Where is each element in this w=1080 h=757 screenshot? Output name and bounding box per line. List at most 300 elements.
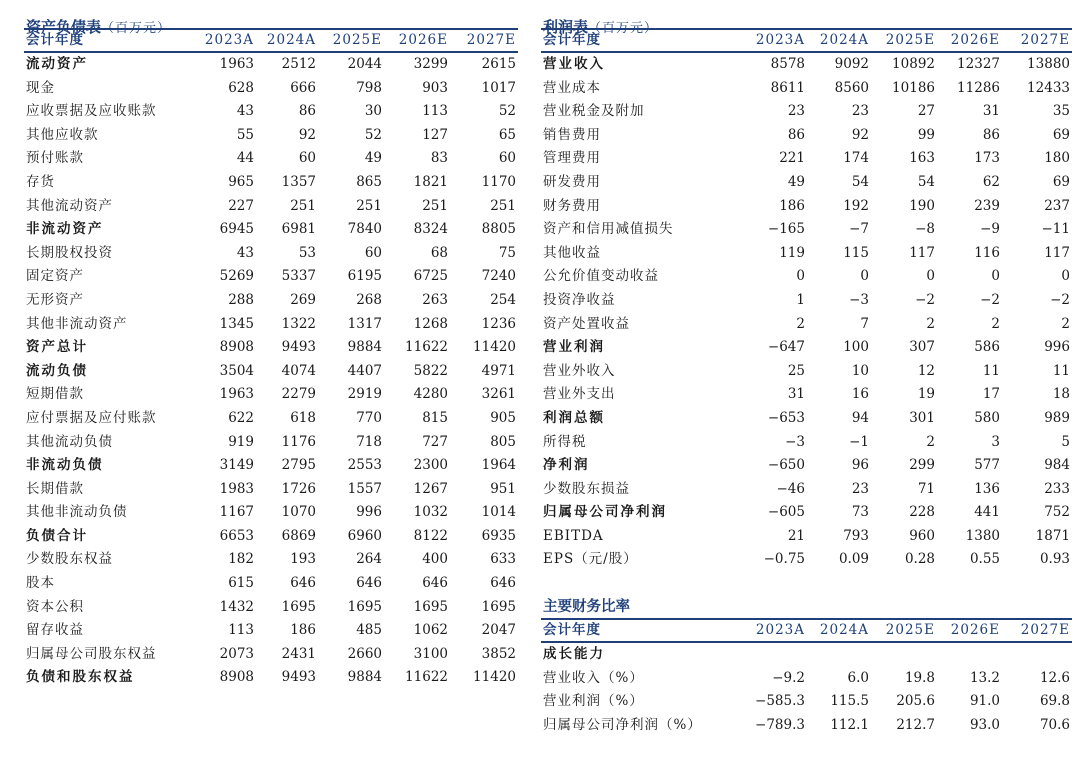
income-cell: 11: [1052, 362, 1070, 379]
income-row: [541, 431, 1072, 455]
income-row: [541, 171, 1072, 195]
balance-row-label: 负债和股东权益: [26, 669, 135, 686]
balance-cell: 75: [498, 244, 516, 261]
income-cell: 16: [851, 386, 869, 403]
income-cell: 0.28: [904, 551, 935, 568]
ratios-cell: [1002, 642, 1072, 667]
income-row: [541, 147, 1072, 171]
balance-cell: 11622: [405, 339, 448, 356]
income-cell: 69: [1052, 173, 1070, 190]
balance-cell: 1236: [481, 315, 516, 332]
income-cell: −46: [776, 480, 805, 497]
balance-cell: 1170: [481, 173, 516, 190]
income-cell: −2: [980, 291, 1000, 308]
balance-cell: 1357: [281, 173, 316, 190]
income-cell: −11: [1041, 221, 1070, 238]
balance-cell: 113: [228, 622, 254, 639]
ratios-cell: 91.0: [969, 693, 1000, 710]
income-row-label: EBITDA: [543, 527, 604, 544]
income-cell: −2: [915, 291, 935, 308]
income-cell: 441: [974, 504, 1000, 521]
ratios-cell: −789.3: [755, 716, 805, 733]
balance-cell: 3852: [481, 645, 516, 662]
balance-cell: 1062: [413, 622, 448, 639]
balance-cell: 86: [298, 103, 316, 120]
ratios-header-year: 2023A: [741, 620, 807, 642]
ratios-row: [541, 714, 1072, 738]
income-row: [541, 100, 1072, 124]
balance-cell: 1176: [281, 433, 316, 450]
balance-cell: 5337: [281, 268, 316, 285]
income-row-label: 营业成本: [543, 79, 601, 96]
income-cell: 228: [909, 504, 935, 521]
income-row: [541, 242, 1072, 266]
balance-row-label: 固定资产: [26, 268, 84, 285]
balance-cell: 1963: [219, 56, 254, 72]
balance-row: [24, 431, 518, 455]
balance-cell: 919: [228, 433, 254, 450]
balance-row-label: 股本: [26, 575, 55, 592]
balance-row-label: 非流动负债: [26, 457, 104, 474]
income-cell: 23: [851, 480, 869, 497]
income-cell: 239: [974, 197, 1000, 214]
balance-cell: 8908: [219, 669, 254, 686]
income-cell: 11286: [957, 79, 1000, 96]
balance-cell: 2279: [281, 386, 316, 403]
balance-cell: 251: [356, 197, 382, 214]
ratios-cell: 115.5: [830, 693, 869, 710]
balance-cell: 905: [490, 409, 516, 426]
balance-cell: 6653: [219, 527, 254, 544]
income-cell: 23: [787, 103, 805, 120]
income-cell: 586: [974, 339, 1000, 356]
income-cell: 1871: [1035, 527, 1070, 544]
balance-cell: 646: [490, 575, 516, 592]
income-header-year: 2027E: [1002, 30, 1072, 52]
balance-cell: 1014: [481, 504, 516, 521]
income-cell: 12: [917, 362, 935, 379]
ratios-header-label: 会计年度: [541, 620, 741, 642]
ratios-cell: 19.8: [904, 669, 935, 686]
balance-cell: 2073: [219, 645, 254, 662]
income-row: [541, 218, 1072, 242]
balance-cell: 9884: [347, 669, 382, 686]
balance-cell: 11420: [473, 669, 516, 686]
balance-cell: 4280: [413, 386, 448, 403]
balance-cell: 254: [490, 291, 516, 308]
balance-cell: 1322: [281, 315, 316, 332]
balance-cell: 83: [430, 150, 448, 167]
balance-cell: 263: [422, 291, 448, 308]
income-header-label: 会计年度: [541, 30, 741, 52]
balance-cell: 1070: [281, 504, 316, 521]
ratios-cell: 205.6: [896, 693, 935, 710]
ratios-title: 主要财务比率: [543, 598, 630, 616]
balance-cell: 5822: [413, 362, 448, 379]
income-cell: 119: [779, 244, 805, 261]
balance-row: [24, 218, 518, 242]
balance-row: [24, 124, 518, 148]
balance-cell: 288: [228, 291, 254, 308]
income-cell: 8578: [770, 56, 805, 72]
income-cell: 0: [991, 268, 1000, 285]
income-cell: 2: [796, 315, 805, 332]
balance-cell: 1964: [481, 457, 516, 474]
balance-sheet-panel: [24, 0, 518, 690]
income-cell: 186: [779, 197, 805, 214]
balance-cell: 965: [228, 173, 254, 190]
income-cell: −0.75: [763, 551, 805, 568]
ratios-row: [541, 667, 1072, 691]
income-cell: 577: [974, 457, 1000, 474]
income-cell: 173: [974, 150, 1000, 167]
income-row-label: 其他收益: [543, 244, 601, 261]
income-cell: 5: [1061, 433, 1070, 450]
balance-header-year: 2027E: [450, 30, 518, 52]
balance-cell: 127: [422, 126, 448, 143]
balance-cell: 251: [290, 197, 316, 214]
balance-cell: 4407: [347, 362, 382, 379]
balance-row: [24, 643, 518, 667]
ratios-row: [541, 642, 1072, 667]
balance-row: [24, 383, 518, 407]
balance-cell: 9493: [281, 339, 316, 356]
balance-cell: 8324: [413, 221, 448, 238]
balance-cell: 646: [422, 575, 448, 592]
income-cell: 117: [1044, 244, 1070, 261]
balance-cell: 618: [290, 409, 316, 426]
income-cell: 299: [909, 457, 935, 474]
balance-row: [24, 289, 518, 313]
income-cell: −650: [767, 457, 805, 474]
income-cell: 17: [982, 386, 1000, 403]
income-cell: 8611: [770, 79, 805, 96]
ratios-table: [541, 620, 1072, 737]
balance-cell: 251: [422, 197, 448, 214]
income-row: [541, 407, 1072, 431]
income-cell: 9092: [834, 56, 869, 72]
income-cell: 7: [860, 315, 869, 332]
income-cell: 99: [917, 126, 935, 143]
balance-cell: 2047: [481, 622, 516, 639]
balance-cell: 1032: [413, 504, 448, 521]
balance-row: [24, 242, 518, 266]
income-cell: −647: [767, 339, 805, 356]
income-row-label: 营业利润: [543, 339, 605, 356]
balance-cell: 182: [228, 551, 254, 568]
income-cell: 100: [843, 339, 869, 356]
income-cell: 192: [843, 197, 869, 214]
balance-cell: 3149: [219, 457, 254, 474]
balance-cell: 1695: [347, 598, 382, 615]
balance-cell: 6869: [281, 527, 316, 544]
balance-row-label: 无形资产: [26, 291, 84, 308]
balance-cell: 52: [498, 103, 516, 120]
balance-cell: 65: [498, 126, 516, 143]
income-header-year: 2026E: [937, 30, 1002, 52]
ratios-cell: 13.2: [969, 669, 1000, 686]
income-cell: −3: [785, 433, 805, 450]
balance-cell: 6935: [481, 527, 516, 544]
balance-cell: 43: [236, 244, 254, 261]
income-cell: 0.09: [838, 551, 869, 568]
balance-cell: 264: [356, 551, 382, 568]
balance-cell: 60: [364, 244, 382, 261]
balance-cell: 60: [298, 150, 316, 167]
balance-cell: 268: [356, 291, 382, 308]
balance-cell: 6945: [219, 221, 254, 238]
balance-cell: 815: [422, 409, 448, 426]
balance-row-label: 其他流动负债: [26, 433, 113, 450]
income-cell: 69: [1052, 126, 1070, 143]
balance-cell: 11420: [473, 339, 516, 356]
income-row: [541, 548, 1072, 572]
balance-sheet-title: 资产负债表: [26, 18, 102, 36]
balance-cell: 2660: [347, 645, 382, 662]
balance-row-label: 应收票据及应收账款: [26, 103, 157, 120]
balance-row: [24, 313, 518, 337]
income-cell: 10: [851, 362, 869, 379]
balance-cell: 798: [356, 79, 382, 96]
balance-cell: 68: [430, 244, 448, 261]
balance-cell: 628: [228, 79, 254, 96]
income-cell: 960: [909, 527, 935, 544]
balance-cell: 60: [498, 150, 516, 167]
income-cell: 10892: [892, 56, 935, 72]
balance-cell: 5269: [219, 268, 254, 285]
balance-row-label: 少数股东权益: [26, 551, 113, 568]
balance-cell: 269: [290, 291, 316, 308]
income-row-label: 所得税: [543, 433, 587, 450]
balance-cell: 251: [490, 197, 516, 214]
balance-row-label: 现金: [26, 79, 55, 96]
balance-cell: 718: [356, 433, 382, 450]
balance-cell: 43: [236, 103, 254, 120]
income-cell: 2: [926, 315, 935, 332]
balance-cell: 615: [228, 575, 254, 592]
income-cell: 793: [843, 527, 869, 544]
ratios-cell: −9.2: [772, 669, 805, 686]
balance-row: [24, 596, 518, 620]
income-cell: 301: [909, 409, 935, 426]
balance-cell: 1017: [481, 79, 516, 96]
income-row: [541, 336, 1072, 360]
balance-row-label: 其他应收款: [26, 126, 99, 143]
income-row: [541, 77, 1072, 101]
balance-cell: 3299: [413, 56, 448, 72]
income-title: 利润表: [543, 18, 589, 36]
income-cell: 31: [787, 386, 805, 403]
balance-cell: 1267: [413, 480, 448, 497]
balance-cell: 485: [356, 622, 382, 639]
balance-cell: 3504: [219, 362, 254, 379]
income-header-year: 2024A: [807, 30, 871, 52]
balance-row: [24, 77, 518, 101]
balance-cell: 8122: [413, 527, 448, 544]
balance-cell: 6725: [413, 268, 448, 285]
balance-cell: 53: [298, 244, 316, 261]
ratios-row-label: 营业收入（%）: [543, 669, 644, 686]
balance-cell: 633: [490, 551, 516, 568]
balance-cell: 1432: [219, 598, 254, 615]
income-cell: 233: [1044, 480, 1070, 497]
balance-cell: 7240: [481, 268, 516, 285]
balance-cell: 113: [422, 103, 448, 120]
balance-cell: 7840: [347, 221, 382, 238]
income-row-label: 归属母公司净利润: [543, 504, 667, 521]
balance-cell: 2431: [281, 645, 316, 662]
income-row: [541, 195, 1072, 219]
balance-cell: 9493: [281, 669, 316, 686]
income-cell: 92: [851, 126, 869, 143]
income-row-label: 资产和信用减值损失: [543, 221, 674, 238]
income-cell: 984: [1044, 457, 1070, 474]
income-cell: 71: [917, 480, 935, 497]
balance-sheet-unit: （百万元）: [101, 21, 172, 36]
income-cell: −9: [980, 221, 1000, 238]
ratios-cell: 93.0: [969, 716, 1000, 733]
ratios-cell: [741, 642, 807, 667]
income-row: [541, 289, 1072, 313]
balance-cell: 622: [228, 409, 254, 426]
income-row-label: 资产处置收益: [543, 315, 630, 332]
income-row: [541, 525, 1072, 549]
ratios-cell: 70.6: [1039, 716, 1070, 733]
balance-row: [24, 525, 518, 549]
balance-row: [24, 265, 518, 289]
income-row-label: 财务费用: [543, 197, 601, 214]
balance-row-label: 负债合计: [26, 527, 88, 544]
income-cell: 0: [860, 268, 869, 285]
income-cell: 2: [926, 433, 935, 450]
balance-cell: 1268: [413, 315, 448, 332]
balance-row-label: 流动资产: [26, 56, 88, 72]
income-cell: 0: [926, 268, 935, 285]
income-cell: 180: [1044, 150, 1070, 167]
balance-cell: 865: [356, 173, 382, 190]
balance-cell: 770: [356, 409, 382, 426]
income-cell: −2: [1050, 291, 1070, 308]
balance-cell: 44: [236, 150, 254, 167]
ratios-title-bar: [541, 596, 1072, 620]
balance-row-label: 其他流动资产: [26, 197, 113, 214]
income-row-label: EPS（元/股）: [543, 551, 638, 568]
income-cell: 0: [796, 268, 805, 285]
income-row-label: 营业外收入: [543, 362, 616, 379]
balance-cell: 2615: [481, 56, 516, 72]
income-row-label: 公允价值变动收益: [543, 268, 659, 285]
balance-cell: 49: [364, 150, 382, 167]
income-cell: 0: [1061, 268, 1070, 285]
income-table: [541, 30, 1072, 572]
ratios-row-label: 归属母公司净利润（%）: [543, 716, 702, 733]
income-cell: 12327: [957, 56, 1000, 72]
ratios-header-year: 2026E: [937, 620, 1002, 642]
balance-header-year: 2025E: [318, 30, 384, 52]
ratios-header-year: 2024A: [807, 620, 871, 642]
income-cell: 174: [843, 150, 869, 167]
balance-row-label: 长期股权投资: [26, 244, 113, 261]
ratios-header-row: [541, 620, 1072, 642]
income-cell: 8560: [834, 79, 869, 96]
ratios-cell: 112.1: [830, 716, 869, 733]
balance-row-label: 预付账款: [26, 150, 84, 167]
income-cell: 2: [1061, 315, 1070, 332]
income-cell: 12433: [1027, 79, 1070, 96]
income-cell: 19: [917, 386, 935, 403]
ratios-row-label: 营业利润（%）: [543, 693, 644, 710]
balance-cell: 3261: [481, 386, 516, 403]
balance-cell: 2919: [347, 386, 382, 403]
income-row: [541, 501, 1072, 525]
balance-cell: 2795: [281, 457, 316, 474]
balance-row: [24, 52, 518, 77]
income-cell: 31: [982, 103, 1000, 120]
income-cell: −165: [767, 221, 805, 238]
balance-cell: 11622: [405, 669, 448, 686]
balance-cell: 1345: [219, 315, 254, 332]
balance-row: [24, 454, 518, 478]
balance-row: [24, 171, 518, 195]
income-cell: 21: [787, 527, 805, 544]
balance-row-label: 存货: [26, 173, 55, 190]
income-cell: 1380: [965, 527, 1000, 544]
income-cell: 190: [909, 197, 935, 214]
income-cell: 11: [982, 362, 1000, 379]
balance-cell: 1821: [413, 173, 448, 190]
balance-cell: 6195: [347, 268, 382, 285]
balance-cell: 400: [422, 551, 448, 568]
income-cell: 2: [991, 315, 1000, 332]
balance-cell: 727: [422, 433, 448, 450]
income-row: [541, 454, 1072, 478]
income-cell: 86: [787, 126, 805, 143]
income-row: [541, 313, 1072, 337]
income-unit: （百万元）: [588, 21, 659, 36]
income-cell: 115: [843, 244, 869, 261]
balance-cell: 52: [364, 126, 382, 143]
balance-header-year: 2023A: [194, 30, 256, 52]
income-header-year: 2025E: [871, 30, 937, 52]
income-row: [541, 478, 1072, 502]
balance-cell: 1557: [347, 480, 382, 497]
income-cell: 752: [1044, 504, 1070, 521]
income-row-label: 利润总额: [543, 409, 605, 426]
balance-row: [24, 478, 518, 502]
balance-sheet-table: [24, 30, 518, 690]
income-cell: 49: [787, 173, 805, 190]
income-cell: −8: [915, 221, 935, 238]
income-cell: 307: [909, 339, 935, 356]
balance-cell: 8908: [219, 339, 254, 356]
ratios-cell: 6.0: [847, 669, 869, 686]
balance-cell: 55: [236, 126, 254, 143]
income-cell: 73: [851, 504, 869, 521]
income-cell: 989: [1044, 409, 1070, 426]
balance-row: [24, 548, 518, 572]
balance-cell: 1317: [347, 315, 382, 332]
ratios-row: [541, 690, 1072, 714]
income-cell: 116: [974, 244, 1000, 261]
balance-row-label: 非流动资产: [26, 221, 104, 238]
balance-cell: 903: [422, 79, 448, 96]
ratios-row-label: 成长能力: [543, 646, 605, 663]
income-title-bar: [541, 0, 1072, 36]
ratios-cell: 212.7: [896, 716, 935, 733]
income-row-label: 销售费用: [543, 126, 601, 143]
income-row: [541, 52, 1072, 77]
balance-cell: 1963: [219, 386, 254, 403]
